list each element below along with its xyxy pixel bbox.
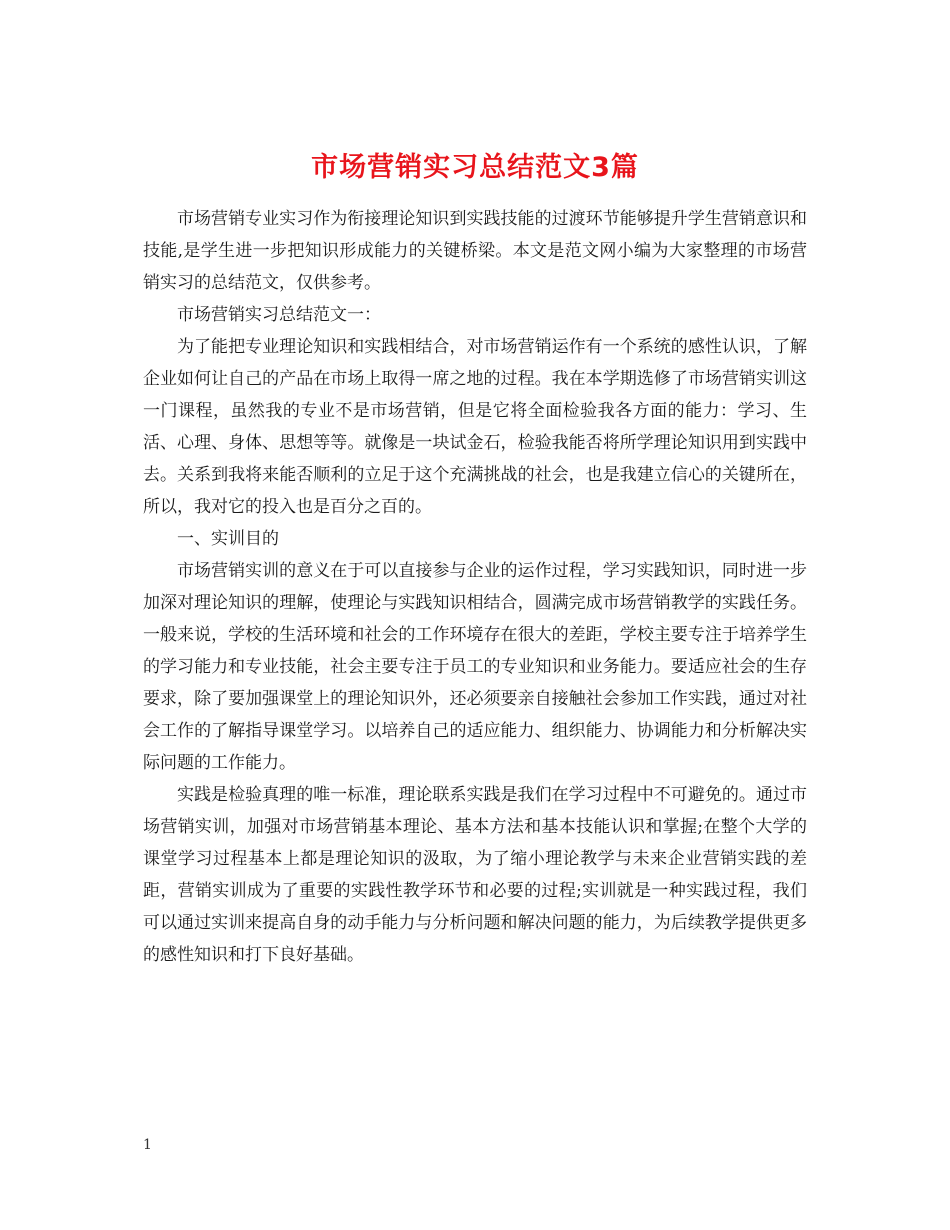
- body-paragraph: 为了能把专业理论知识和实践相结合，对市场营销运作有一个系统的感性认识，了解企业如何让自己的产品在市场上取得一席之地的过程。我在本学期选修了市场营销实训这一门课程，虽然我的专业不是市场营销，但是它将全面检验我各方面的能力：学习、生活、心理、身体、思想等等。就像是一块试金石，检验我能否将所学理论知识用到实践中去。关系到我将来能否顺利的立足于这个充满挑战的社会，也是我建立信心的关键所在，所以，我对它的投入也是百分之百的。: [143, 337, 807, 517]
- document-title: 市场营销实习总结范文3篇: [311, 152, 639, 184]
- section-heading-sample-one: 市场营销实习总结范文一：: [177, 305, 381, 325]
- page-number: 1: [143, 1137, 152, 1153]
- intro-paragraph: 市场营销专业实习作为衔接理论知识到实践技能的过渡环节能够提升学生营销意识和技能,是学生进一步把知识形成能力的关键桥梁。本文是范文网小编为大家整理的市场营销实习的总结范文，仅供参考。: [143, 209, 807, 293]
- section-heading-training-goal: 一、实训目的: [177, 529, 279, 549]
- document-body: [143, 203, 807, 971]
- body-paragraph: 市场营销实训的意义在于可以直接参与企业的运作过程，学习实践知识，同时进一步加深对理论知识的理解，使理论与实践知识相结合，圆满完成市场营销教学的实践任务。一般来说，学校的生活环境和社会的工作环境存在很大的差距，学校主要专注于培养学生的学习能力和专业技能，社会主要专注于员工的专业知识和业务能力。要适应社会的生存要求，除了要加强课堂上的理论知识外，还必须要亲自接触社会参加工作实践，通过对社会工作的了解指导课堂学习。以培养自己的适应能力、组织能力、协调能力和分析解决实际问题的工作能力。: [143, 561, 807, 773]
- body-paragraph: 实践是检验真理的唯一标准，理论联系实践是我们在学习过程中不可避免的。通过市场营销实训，加强对市场营销基本理论、基本方法和基本技能认识和掌握;在整个大学的课堂学习过程基本上都是理论知识的汲取，为了缩小理论教学与未来企业营销实践的差距，营销实训成为了重要的实践性教学环节和必要的过程;实训就是一种实践过程，我们可以通过实训来提高自身的动手能力与分析问题和解决问题的能力，为后续教学提供更多的感性知识和打下良好基础。: [143, 785, 807, 965]
